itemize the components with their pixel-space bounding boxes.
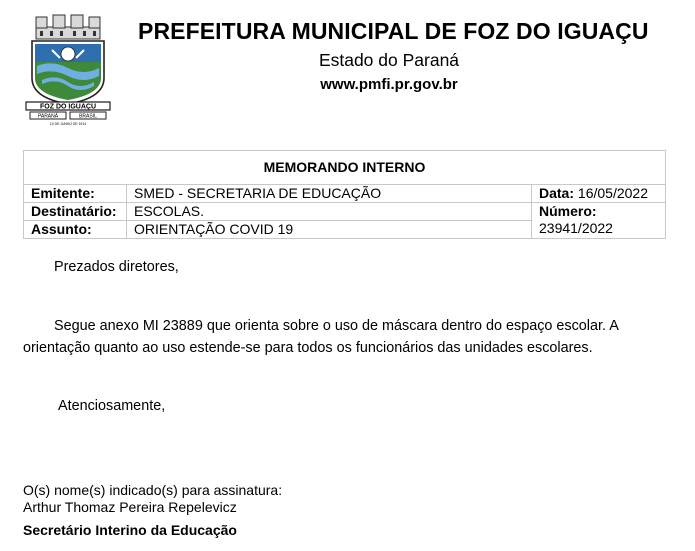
signature-intro: O(s) nome(s) indicado(s) para assinatura: <box>23 482 283 498</box>
recipient-label: Destinatário: <box>24 203 127 221</box>
date-cell <box>532 185 666 203</box>
city-crest-icon <box>22 14 114 130</box>
body-paragraph: Segue anexo MI 23889 que orienta sobre o uso de máscara dentro do espaço escolar. A orientação quanto ao uso estende-se para todos os funcionários das unidades escolares. <box>23 318 619 356</box>
crest-date-text: 10 DE JUNHO DE 1914 <box>49 122 87 126</box>
memo-title: MEMORANDO INTERNO <box>24 151 666 185</box>
issuer-label: Emitente: <box>24 185 127 203</box>
signer-role: Secretário Interino da Educação <box>23 522 237 538</box>
memo-header-table <box>23 150 666 239</box>
signer-name: Arthur Thomaz Pereira Repelevicz <box>23 499 237 515</box>
crest-banner-text: FOZ DO IGUAÇU <box>40 103 96 111</box>
date-value: 16/05/2022 <box>577 185 648 201</box>
subject-value: ORIENTAÇÃO COVID 19 <box>127 221 532 239</box>
crest-right-tag: BRASIL <box>79 113 97 120</box>
recipient-value: ESCOLAS. <box>127 203 532 221</box>
number-value: 23941/2022 <box>539 220 613 236</box>
page-title: PREFEITURA MUNICIPAL DE FOZ DO IGUAÇU <box>138 18 649 44</box>
issuer-value: SMED - SECRETARIA DE EDUCAÇÃO <box>127 185 532 203</box>
number-cell <box>532 203 666 239</box>
greeting: Prezados diretores, <box>54 259 179 275</box>
closing: Atenciosamente, <box>58 398 166 414</box>
date-label: Data: <box>539 185 575 201</box>
state-subtitle: Estado do Paraná <box>318 50 460 70</box>
subject-label: Assunto: <box>24 221 127 239</box>
crest-left-tag: PARANÁ <box>37 113 59 120</box>
number-label: Número: <box>539 203 597 219</box>
website-link[interactable]: www.pmfi.pr.gov.br <box>320 76 458 93</box>
